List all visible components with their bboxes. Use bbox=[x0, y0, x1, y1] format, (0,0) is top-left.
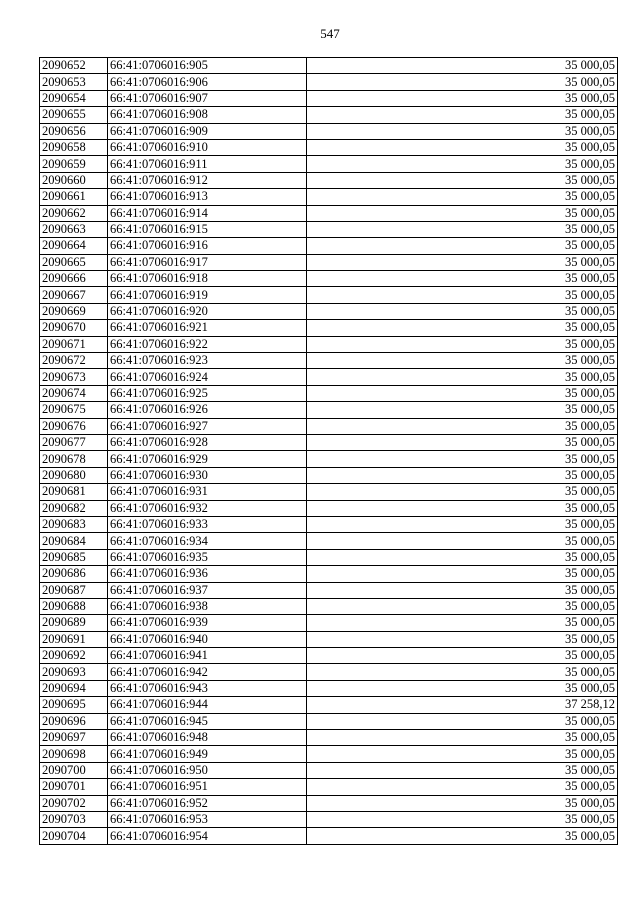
cadastral-number-cell: 66:41:0706016:925 bbox=[108, 385, 307, 401]
cadastral-number-cell: 66:41:0706016:952 bbox=[108, 795, 307, 811]
cadastral-number-cell: 66:41:0706016:929 bbox=[108, 451, 307, 467]
value-cell: 35 000,05 bbox=[307, 74, 618, 90]
registry-table-body bbox=[40, 58, 618, 845]
cadastral-number-cell: 66:41:0706016:939 bbox=[108, 615, 307, 631]
value-cell: 35 000,05 bbox=[307, 402, 618, 418]
cadastral-number-cell: 66:41:0706016:942 bbox=[108, 664, 307, 680]
table-row bbox=[40, 107, 618, 123]
table-row bbox=[40, 221, 618, 237]
table-row bbox=[40, 828, 618, 844]
record-number-cell: 2090673 bbox=[40, 369, 108, 385]
cadastral-number-cell: 66:41:0706016:954 bbox=[108, 828, 307, 844]
value-cell: 35 000,05 bbox=[307, 172, 618, 188]
value-cell: 37 258,12 bbox=[307, 697, 618, 713]
table-row bbox=[40, 549, 618, 565]
cadastral-number-cell: 66:41:0706016:912 bbox=[108, 172, 307, 188]
record-number-cell: 2090663 bbox=[40, 221, 108, 237]
value-cell: 35 000,05 bbox=[307, 516, 618, 532]
record-number-cell: 2090675 bbox=[40, 402, 108, 418]
record-number-cell: 2090695 bbox=[40, 697, 108, 713]
table-row bbox=[40, 271, 618, 287]
record-number-cell: 2090671 bbox=[40, 336, 108, 352]
record-number-cell: 2090662 bbox=[40, 205, 108, 221]
value-cell: 35 000,05 bbox=[307, 271, 618, 287]
value-cell: 35 000,05 bbox=[307, 648, 618, 664]
value-cell: 35 000,05 bbox=[307, 484, 618, 500]
cadastral-number-cell: 66:41:0706016:943 bbox=[108, 680, 307, 696]
record-number-cell: 2090666 bbox=[40, 271, 108, 287]
cadastral-number-cell: 66:41:0706016:941 bbox=[108, 648, 307, 664]
value-cell: 35 000,05 bbox=[307, 549, 618, 565]
value-cell: 35 000,05 bbox=[307, 353, 618, 369]
record-number-cell: 2090683 bbox=[40, 516, 108, 532]
table-row bbox=[40, 664, 618, 680]
value-cell: 35 000,05 bbox=[307, 254, 618, 270]
record-number-cell: 2090688 bbox=[40, 598, 108, 614]
value-cell: 35 000,05 bbox=[307, 664, 618, 680]
value-cell: 35 000,05 bbox=[307, 287, 618, 303]
table-row bbox=[40, 434, 618, 450]
cadastral-number-cell: 66:41:0706016:905 bbox=[108, 58, 307, 74]
record-number-cell: 2090687 bbox=[40, 582, 108, 598]
table-row bbox=[40, 713, 618, 729]
record-number-cell: 2090696 bbox=[40, 713, 108, 729]
cadastral-number-cell: 66:41:0706016:922 bbox=[108, 336, 307, 352]
value-cell: 35 000,05 bbox=[307, 680, 618, 696]
table-row bbox=[40, 156, 618, 172]
table-row bbox=[40, 648, 618, 664]
cadastral-number-cell: 66:41:0706016:931 bbox=[108, 484, 307, 500]
record-number-cell: 2090678 bbox=[40, 451, 108, 467]
table-row bbox=[40, 336, 618, 352]
record-number-cell: 2090665 bbox=[40, 254, 108, 270]
cadastral-number-cell: 66:41:0706016:920 bbox=[108, 303, 307, 319]
cadastral-number-cell: 66:41:0706016:916 bbox=[108, 238, 307, 254]
value-cell: 35 000,05 bbox=[307, 713, 618, 729]
cadastral-number-cell: 66:41:0706016:951 bbox=[108, 779, 307, 795]
record-number-cell: 2090692 bbox=[40, 648, 108, 664]
value-cell: 35 000,05 bbox=[307, 615, 618, 631]
record-number-cell: 2090661 bbox=[40, 189, 108, 205]
value-cell: 35 000,05 bbox=[307, 631, 618, 647]
record-number-cell: 2090652 bbox=[40, 58, 108, 74]
value-cell: 35 000,05 bbox=[307, 500, 618, 516]
value-cell: 35 000,05 bbox=[307, 598, 618, 614]
value-cell: 35 000,05 bbox=[307, 205, 618, 221]
cadastral-number-cell: 66:41:0706016:906 bbox=[108, 74, 307, 90]
value-cell: 35 000,05 bbox=[307, 90, 618, 106]
table-row bbox=[40, 451, 618, 467]
value-cell: 35 000,05 bbox=[307, 730, 618, 746]
table-row bbox=[40, 139, 618, 155]
record-number-cell: 2090702 bbox=[40, 795, 108, 811]
record-number-cell: 2090674 bbox=[40, 385, 108, 401]
cadastral-number-cell: 66:41:0706016:953 bbox=[108, 811, 307, 827]
table-row bbox=[40, 533, 618, 549]
table-row bbox=[40, 238, 618, 254]
record-number-cell: 2090667 bbox=[40, 287, 108, 303]
cadastral-number-cell: 66:41:0706016:917 bbox=[108, 254, 307, 270]
value-cell: 35 000,05 bbox=[307, 779, 618, 795]
record-number-cell: 2090681 bbox=[40, 484, 108, 500]
cadastral-number-cell: 66:41:0706016:910 bbox=[108, 139, 307, 155]
cadastral-number-cell: 66:41:0706016:948 bbox=[108, 730, 307, 746]
cadastral-number-cell: 66:41:0706016:934 bbox=[108, 533, 307, 549]
value-cell: 35 000,05 bbox=[307, 582, 618, 598]
cadastral-number-cell: 66:41:0706016:949 bbox=[108, 746, 307, 762]
cadastral-number-cell: 66:41:0706016:914 bbox=[108, 205, 307, 221]
table-row bbox=[40, 172, 618, 188]
record-number-cell: 2090664 bbox=[40, 238, 108, 254]
value-cell: 35 000,05 bbox=[307, 189, 618, 205]
cadastral-number-cell: 66:41:0706016:926 bbox=[108, 402, 307, 418]
record-number-cell: 2090669 bbox=[40, 303, 108, 319]
table-row bbox=[40, 615, 618, 631]
record-number-cell: 2090654 bbox=[40, 90, 108, 106]
table-row bbox=[40, 189, 618, 205]
record-number-cell: 2090684 bbox=[40, 533, 108, 549]
table-row bbox=[40, 320, 618, 336]
record-number-cell: 2090686 bbox=[40, 566, 108, 582]
table-row bbox=[40, 779, 618, 795]
cadastral-number-cell: 66:41:0706016:919 bbox=[108, 287, 307, 303]
cadastral-number-cell: 66:41:0706016:930 bbox=[108, 467, 307, 483]
record-number-cell: 2090701 bbox=[40, 779, 108, 795]
cadastral-number-cell: 66:41:0706016:915 bbox=[108, 221, 307, 237]
cadastral-number-cell: 66:41:0706016:940 bbox=[108, 631, 307, 647]
cadastral-number-cell: 66:41:0706016:937 bbox=[108, 582, 307, 598]
table-row bbox=[40, 74, 618, 90]
table-row bbox=[40, 516, 618, 532]
table-row bbox=[40, 205, 618, 221]
value-cell: 35 000,05 bbox=[307, 58, 618, 74]
record-number-cell: 2090658 bbox=[40, 139, 108, 155]
record-number-cell: 2090672 bbox=[40, 353, 108, 369]
table-row bbox=[40, 90, 618, 106]
cadastral-number-cell: 66:41:0706016:921 bbox=[108, 320, 307, 336]
record-number-cell: 2090677 bbox=[40, 434, 108, 450]
value-cell: 35 000,05 bbox=[307, 566, 618, 582]
value-cell: 35 000,05 bbox=[307, 320, 618, 336]
record-number-cell: 2090680 bbox=[40, 467, 108, 483]
value-cell: 35 000,05 bbox=[307, 746, 618, 762]
value-cell: 35 000,05 bbox=[307, 385, 618, 401]
value-cell: 35 000,05 bbox=[307, 533, 618, 549]
value-cell: 35 000,05 bbox=[307, 303, 618, 319]
table-row bbox=[40, 680, 618, 696]
table-row bbox=[40, 254, 618, 270]
record-number-cell: 2090698 bbox=[40, 746, 108, 762]
cadastral-number-cell: 66:41:0706016:913 bbox=[108, 189, 307, 205]
table-row bbox=[40, 631, 618, 647]
table-row bbox=[40, 762, 618, 778]
value-cell: 35 000,05 bbox=[307, 156, 618, 172]
value-cell: 35 000,05 bbox=[307, 418, 618, 434]
value-cell: 35 000,05 bbox=[307, 795, 618, 811]
record-number-cell: 2090659 bbox=[40, 156, 108, 172]
table-row bbox=[40, 418, 618, 434]
value-cell: 35 000,05 bbox=[307, 221, 618, 237]
cadastral-number-cell: 66:41:0706016:935 bbox=[108, 549, 307, 565]
value-cell: 35 000,05 bbox=[307, 139, 618, 155]
cadastral-number-cell: 66:41:0706016:924 bbox=[108, 369, 307, 385]
record-number-cell: 2090704 bbox=[40, 828, 108, 844]
table-row bbox=[40, 58, 618, 74]
cadastral-number-cell: 66:41:0706016:944 bbox=[108, 697, 307, 713]
record-number-cell: 2090655 bbox=[40, 107, 108, 123]
record-number-cell: 2090689 bbox=[40, 615, 108, 631]
cadastral-number-cell: 66:41:0706016:932 bbox=[108, 500, 307, 516]
value-cell: 35 000,05 bbox=[307, 434, 618, 450]
record-number-cell: 2090676 bbox=[40, 418, 108, 434]
cadastral-number-cell: 66:41:0706016:907 bbox=[108, 90, 307, 106]
value-cell: 35 000,05 bbox=[307, 828, 618, 844]
value-cell: 35 000,05 bbox=[307, 123, 618, 139]
registry-table bbox=[39, 57, 618, 845]
table-row bbox=[40, 730, 618, 746]
table-row bbox=[40, 582, 618, 598]
record-number-cell: 2090660 bbox=[40, 172, 108, 188]
table-row bbox=[40, 697, 618, 713]
page-number: 547 bbox=[320, 26, 340, 41]
value-cell: 35 000,05 bbox=[307, 107, 618, 123]
table-row bbox=[40, 598, 618, 614]
record-number-cell: 2090656 bbox=[40, 123, 108, 139]
cadastral-number-cell: 66:41:0706016:923 bbox=[108, 353, 307, 369]
value-cell: 35 000,05 bbox=[307, 451, 618, 467]
value-cell: 35 000,05 bbox=[307, 811, 618, 827]
table-row bbox=[40, 811, 618, 827]
record-number-cell: 2090703 bbox=[40, 811, 108, 827]
value-cell: 35 000,05 bbox=[307, 762, 618, 778]
record-number-cell: 2090682 bbox=[40, 500, 108, 516]
table-row bbox=[40, 369, 618, 385]
cadastral-number-cell: 66:41:0706016:933 bbox=[108, 516, 307, 532]
table-row bbox=[40, 123, 618, 139]
value-cell: 35 000,05 bbox=[307, 336, 618, 352]
cadastral-number-cell: 66:41:0706016:936 bbox=[108, 566, 307, 582]
value-cell: 35 000,05 bbox=[307, 369, 618, 385]
record-number-cell: 2090697 bbox=[40, 730, 108, 746]
cadastral-number-cell: 66:41:0706016:945 bbox=[108, 713, 307, 729]
table-row bbox=[40, 484, 618, 500]
cadastral-number-cell: 66:41:0706016:927 bbox=[108, 418, 307, 434]
table-row bbox=[40, 353, 618, 369]
record-number-cell: 2090670 bbox=[40, 320, 108, 336]
record-number-cell: 2090653 bbox=[40, 74, 108, 90]
cadastral-number-cell: 66:41:0706016:911 bbox=[108, 156, 307, 172]
table-row bbox=[40, 467, 618, 483]
table-row bbox=[40, 566, 618, 582]
cadastral-number-cell: 66:41:0706016:950 bbox=[108, 762, 307, 778]
value-cell: 35 000,05 bbox=[307, 238, 618, 254]
cadastral-number-cell: 66:41:0706016:918 bbox=[108, 271, 307, 287]
record-number-cell: 2090691 bbox=[40, 631, 108, 647]
record-number-cell: 2090700 bbox=[40, 762, 108, 778]
cadastral-number-cell: 66:41:0706016:908 bbox=[108, 107, 307, 123]
table-row bbox=[40, 795, 618, 811]
cadastral-number-cell: 66:41:0706016:928 bbox=[108, 434, 307, 450]
cadastral-number-cell: 66:41:0706016:909 bbox=[108, 123, 307, 139]
table-row bbox=[40, 746, 618, 762]
table-row bbox=[40, 500, 618, 516]
record-number-cell: 2090685 bbox=[40, 549, 108, 565]
table-row bbox=[40, 402, 618, 418]
table-row bbox=[40, 303, 618, 319]
cadastral-number-cell: 66:41:0706016:938 bbox=[108, 598, 307, 614]
table-row bbox=[40, 385, 618, 401]
record-number-cell: 2090694 bbox=[40, 680, 108, 696]
table-row bbox=[40, 287, 618, 303]
record-number-cell: 2090693 bbox=[40, 664, 108, 680]
value-cell: 35 000,05 bbox=[307, 467, 618, 483]
